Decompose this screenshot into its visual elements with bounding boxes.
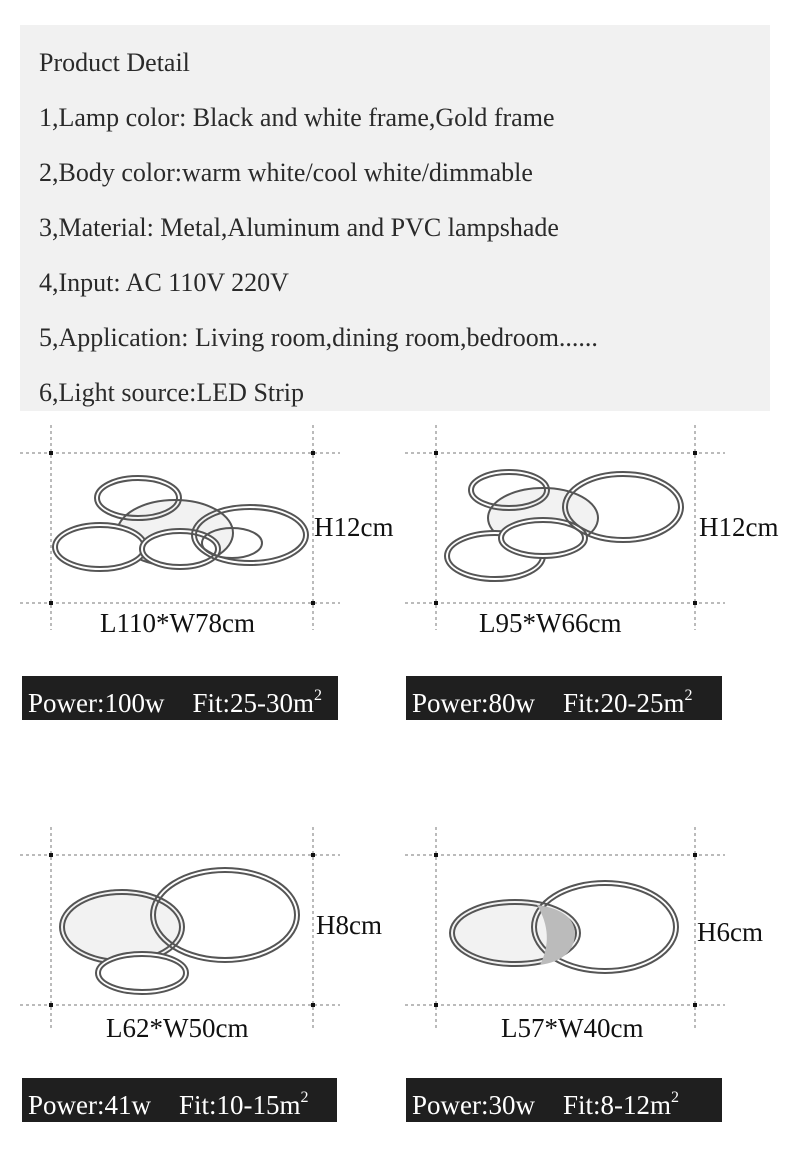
size-label: L62*W50cm bbox=[106, 1013, 249, 1043]
detail-line-input: 4,Input: AC 110V 220V bbox=[39, 268, 289, 297]
power-fit-bar bbox=[406, 1078, 722, 1122]
detail-line-application: 5,Application: Living room,dining room,bedroom...... bbox=[39, 323, 598, 352]
power-fit-bar bbox=[22, 1078, 337, 1122]
height-label: H8cm bbox=[316, 910, 382, 940]
product-card-3 bbox=[20, 825, 410, 1170]
product-card-2 bbox=[405, 420, 790, 765]
detail-title: Product Detail bbox=[39, 48, 190, 77]
detail-line-body-color: 2,Body color:warm white/cool white/dimmable bbox=[39, 158, 533, 187]
power-label: Power:80w bbox=[412, 688, 535, 718]
unit-superscript: 2 bbox=[684, 687, 693, 704]
fit-label: Fit:25-30m bbox=[192, 688, 315, 718]
product-card-1 bbox=[20, 420, 410, 765]
power-label: Power:100w bbox=[28, 688, 165, 718]
fit-label: Fit:20-25m bbox=[563, 688, 685, 718]
size-label: L57*W40cm bbox=[501, 1013, 644, 1043]
power-label: Power:30w bbox=[412, 1090, 535, 1120]
height-label: H12cm bbox=[699, 512, 779, 542]
detail-line-lamp-color: 1,Lamp color: Black and white frame,Gold frame bbox=[39, 103, 555, 132]
power-fit-bar bbox=[406, 676, 722, 720]
height-label: H12cm bbox=[314, 512, 394, 542]
unit-superscript: 2 bbox=[314, 687, 323, 704]
power-label: Power:41w bbox=[28, 1090, 151, 1120]
detail-line-light-source: 6,Light source:LED Strip bbox=[39, 378, 305, 407]
power-fit-bar bbox=[22, 676, 338, 720]
product-detail-panel bbox=[20, 25, 770, 411]
unit-superscript: 2 bbox=[671, 1089, 680, 1106]
detail-line-material: 3,Material: Metal,Aluminum and PVC lampshade bbox=[39, 213, 559, 242]
size-label: L110*W78cm bbox=[100, 608, 255, 638]
unit-superscript: 2 bbox=[300, 1089, 309, 1106]
fit-label: Fit:8-12m bbox=[563, 1090, 672, 1120]
height-label: H6cm bbox=[697, 917, 763, 947]
product-card-4 bbox=[405, 825, 790, 1170]
size-label: L95*W66cm bbox=[479, 608, 622, 638]
fit-label: Fit:10-15m bbox=[179, 1090, 301, 1120]
